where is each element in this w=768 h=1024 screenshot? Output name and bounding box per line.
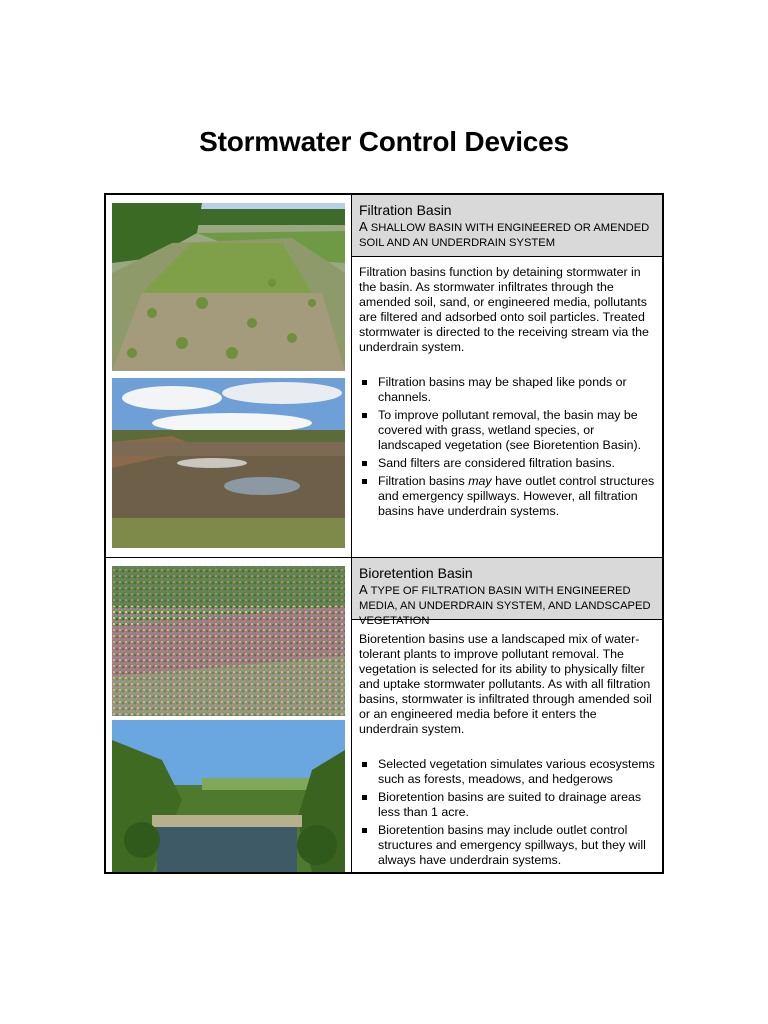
list-item: To improve pollutant removal, the basin may be covered with grass, wetland species, or landscaped vegetation (see Bioretention Basin). (359, 408, 659, 453)
bioretention-basin-body (359, 632, 659, 871)
section-description: Bioretention basins use a landscaped mix of water-tolerant plants to improve pollutant removal. The vegetation is selected for its ability to physically filter and uptake stormwater pollutants. As with all filtration basins, stormwater is infiltrated through amended soil or an engineered media before it enters the underdrain system. (359, 632, 652, 736)
bioretention-basin-photo-plants (112, 566, 345, 716)
list-item: Selected vegetation simulates various ecosystems such as forests, meadows, and hedgerows (359, 757, 659, 787)
list-item: Filtration basins may be shaped like ponds or channels. (359, 375, 659, 405)
bullet-list (359, 375, 659, 519)
bioretention-basin-header (352, 558, 662, 627)
bullet-icon (362, 828, 367, 833)
filtration-basin-photo-grass (112, 203, 345, 371)
section-description: Filtration basins function by detaining stormwater in the basin. As stormwater infiltrates through the amended soil, sand, or engineered media, pollutants are filtered and adsorbed onto soil particles. Treated stormwater is directed to the receiving stream via the underdrain system. (359, 265, 649, 354)
bullet-icon (362, 461, 367, 466)
bullet-icon (362, 380, 367, 385)
list-item: Sand filters are considered filtration basins. (359, 456, 659, 471)
filtration-basin-photo-pond (112, 378, 345, 548)
filtration-basin-header (352, 195, 662, 257)
section-title: Bioretention Basin (359, 565, 473, 581)
list-item: Bioretention basins may include outlet control structures and emergency spillways, but they will always have underdrain systems. (359, 823, 659, 868)
bioretention-basin-photo-pond (112, 720, 345, 872)
list-item: Filtration basins may have outlet control structures and emergency spillways. However, all filtration basins have underdrain systems. (359, 474, 659, 519)
bullet-icon (362, 413, 367, 418)
filtration-basin-body (359, 265, 659, 522)
section-title: Filtration Basin (359, 202, 452, 218)
section-subtitle: A SHALLOW BASIN WITH ENGINEERED OR AMENDED SOIL AND AN UNDERDRAIN SYSTEM (359, 219, 650, 249)
bullet-icon (362, 479, 367, 484)
page-title: Stormwater Control Devices (199, 126, 569, 157)
section-subtitle: A TYPE OF FILTRATION BASIN WITH ENGINEERED MEDIA, AN UNDERDRAIN SYSTEM, AND LANDSCAPED VEGETATION (359, 582, 651, 627)
device-table (104, 193, 664, 874)
bullet-icon (362, 795, 367, 800)
bullet-icon (362, 762, 367, 767)
bullet-list (359, 757, 659, 868)
list-item: Bioretention basins are suited to drainage areas less than 1 acre. (359, 790, 659, 820)
column-divider (351, 195, 352, 872)
